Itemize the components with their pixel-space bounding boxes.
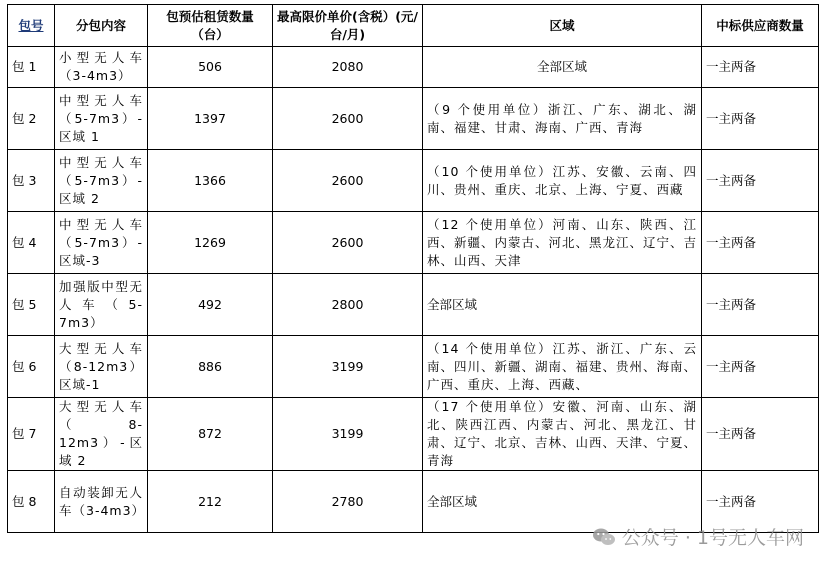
cell-quantity: 886	[148, 336, 273, 398]
cell-content: 中型无人车（5-7m3）-区域-3	[55, 212, 148, 274]
cell-winners: 一主两备	[702, 471, 819, 533]
cell-winners: 一主两备	[702, 336, 819, 398]
table-row	[8, 88, 819, 150]
tender-table	[7, 4, 819, 533]
cell-quantity: 1397	[148, 88, 273, 150]
cell-region: 全部区域	[423, 47, 702, 88]
cell-package: 包 2	[8, 88, 55, 150]
header-price: 最高限价单价(含税）(元/台/月)	[273, 5, 423, 47]
cell-package: 包 4	[8, 212, 55, 274]
cell-quantity: 872	[148, 398, 273, 471]
table-row	[8, 274, 819, 336]
table-row	[8, 212, 819, 274]
wechat-icon	[592, 527, 616, 547]
cell-content: 小型无人车（3-4m3）	[55, 47, 148, 88]
cell-content: 自动装卸无人车（3-4m3）	[55, 471, 148, 533]
cell-content: 中型无人车（5-7m3）-区域 1	[55, 88, 148, 150]
cell-region: （17 个使用单位）安徽、河南、山东、湖北、陕西江西、内蒙古、河北、黑龙江、甘肃、辽宁、北京、吉林、山西、天津、宁夏、青海	[423, 398, 702, 471]
cell-quantity: 212	[148, 471, 273, 533]
cell-winners: 一主两备	[702, 274, 819, 336]
watermark	[592, 523, 804, 550]
cell-price: 3199	[273, 336, 423, 398]
cell-winners: 一主两备	[702, 47, 819, 88]
cell-price: 2600	[273, 212, 423, 274]
cell-quantity: 1366	[148, 150, 273, 212]
cell-price: 2780	[273, 471, 423, 533]
cell-winners: 一主两备	[702, 88, 819, 150]
cell-region: 全部区域	[423, 471, 702, 533]
cell-region: （14 个使用单位）江苏、浙江、广东、云南、四川、新疆、湖南、福建、贵州、海南、广西、重庆、上海、西藏、	[423, 336, 702, 398]
table-row	[8, 398, 819, 471]
cell-price: 2800	[273, 274, 423, 336]
header-content: 分包内容	[55, 5, 148, 47]
cell-price: 2600	[273, 150, 423, 212]
cell-package: 包 8	[8, 471, 55, 533]
table-row	[8, 150, 819, 212]
cell-winners: 一主两备	[702, 212, 819, 274]
cell-content: 大型无人车（8-12m3）区域-1	[55, 336, 148, 398]
header-row	[8, 5, 819, 47]
tender-table-container	[7, 4, 819, 533]
cell-content: 大型无人车（8-12m3）-区域 2	[55, 398, 148, 471]
table-row	[8, 336, 819, 398]
header-region: 区域	[423, 5, 702, 47]
cell-winners: 一主两备	[702, 398, 819, 471]
header-package: 包号	[8, 5, 55, 47]
cell-price: 3199	[273, 398, 423, 471]
cell-quantity: 506	[148, 47, 273, 88]
cell-region: （10 个使用单位）江苏、安徽、云南、四川、贵州、重庆、北京、上海、宁夏、西藏	[423, 150, 702, 212]
cell-content: 加强版中型无人车（5-7m3）	[55, 274, 148, 336]
cell-quantity: 492	[148, 274, 273, 336]
table-row	[8, 47, 819, 88]
cell-region: 全部区域	[423, 274, 702, 336]
cell-package: 包 6	[8, 336, 55, 398]
cell-price: 2080	[273, 47, 423, 88]
cell-package: 包 1	[8, 47, 55, 88]
cell-content: 中型无人车（5-7m3）-区域 2	[55, 150, 148, 212]
header-winners: 中标供应商数量	[702, 5, 819, 47]
cell-region: （12 个使用单位）河南、山东、陕西、江西、新疆、内蒙古、河北、黑龙江、辽宁、吉林、山西、天津	[423, 212, 702, 274]
cell-region: （9 个使用单位）浙江、广东、湖北、湖南、福建、甘肃、海南、广西、青海	[423, 88, 702, 150]
watermark-text: 公众号 · 1号无人车网	[621, 527, 804, 549]
cell-price: 2600	[273, 88, 423, 150]
cell-winners: 一主两备	[702, 150, 819, 212]
header-quantity: 包预估租赁数量（台）	[148, 5, 273, 47]
cell-package: 包 3	[8, 150, 55, 212]
cell-package: 包 5	[8, 274, 55, 336]
cell-quantity: 1269	[148, 212, 273, 274]
cell-package: 包 7	[8, 398, 55, 471]
